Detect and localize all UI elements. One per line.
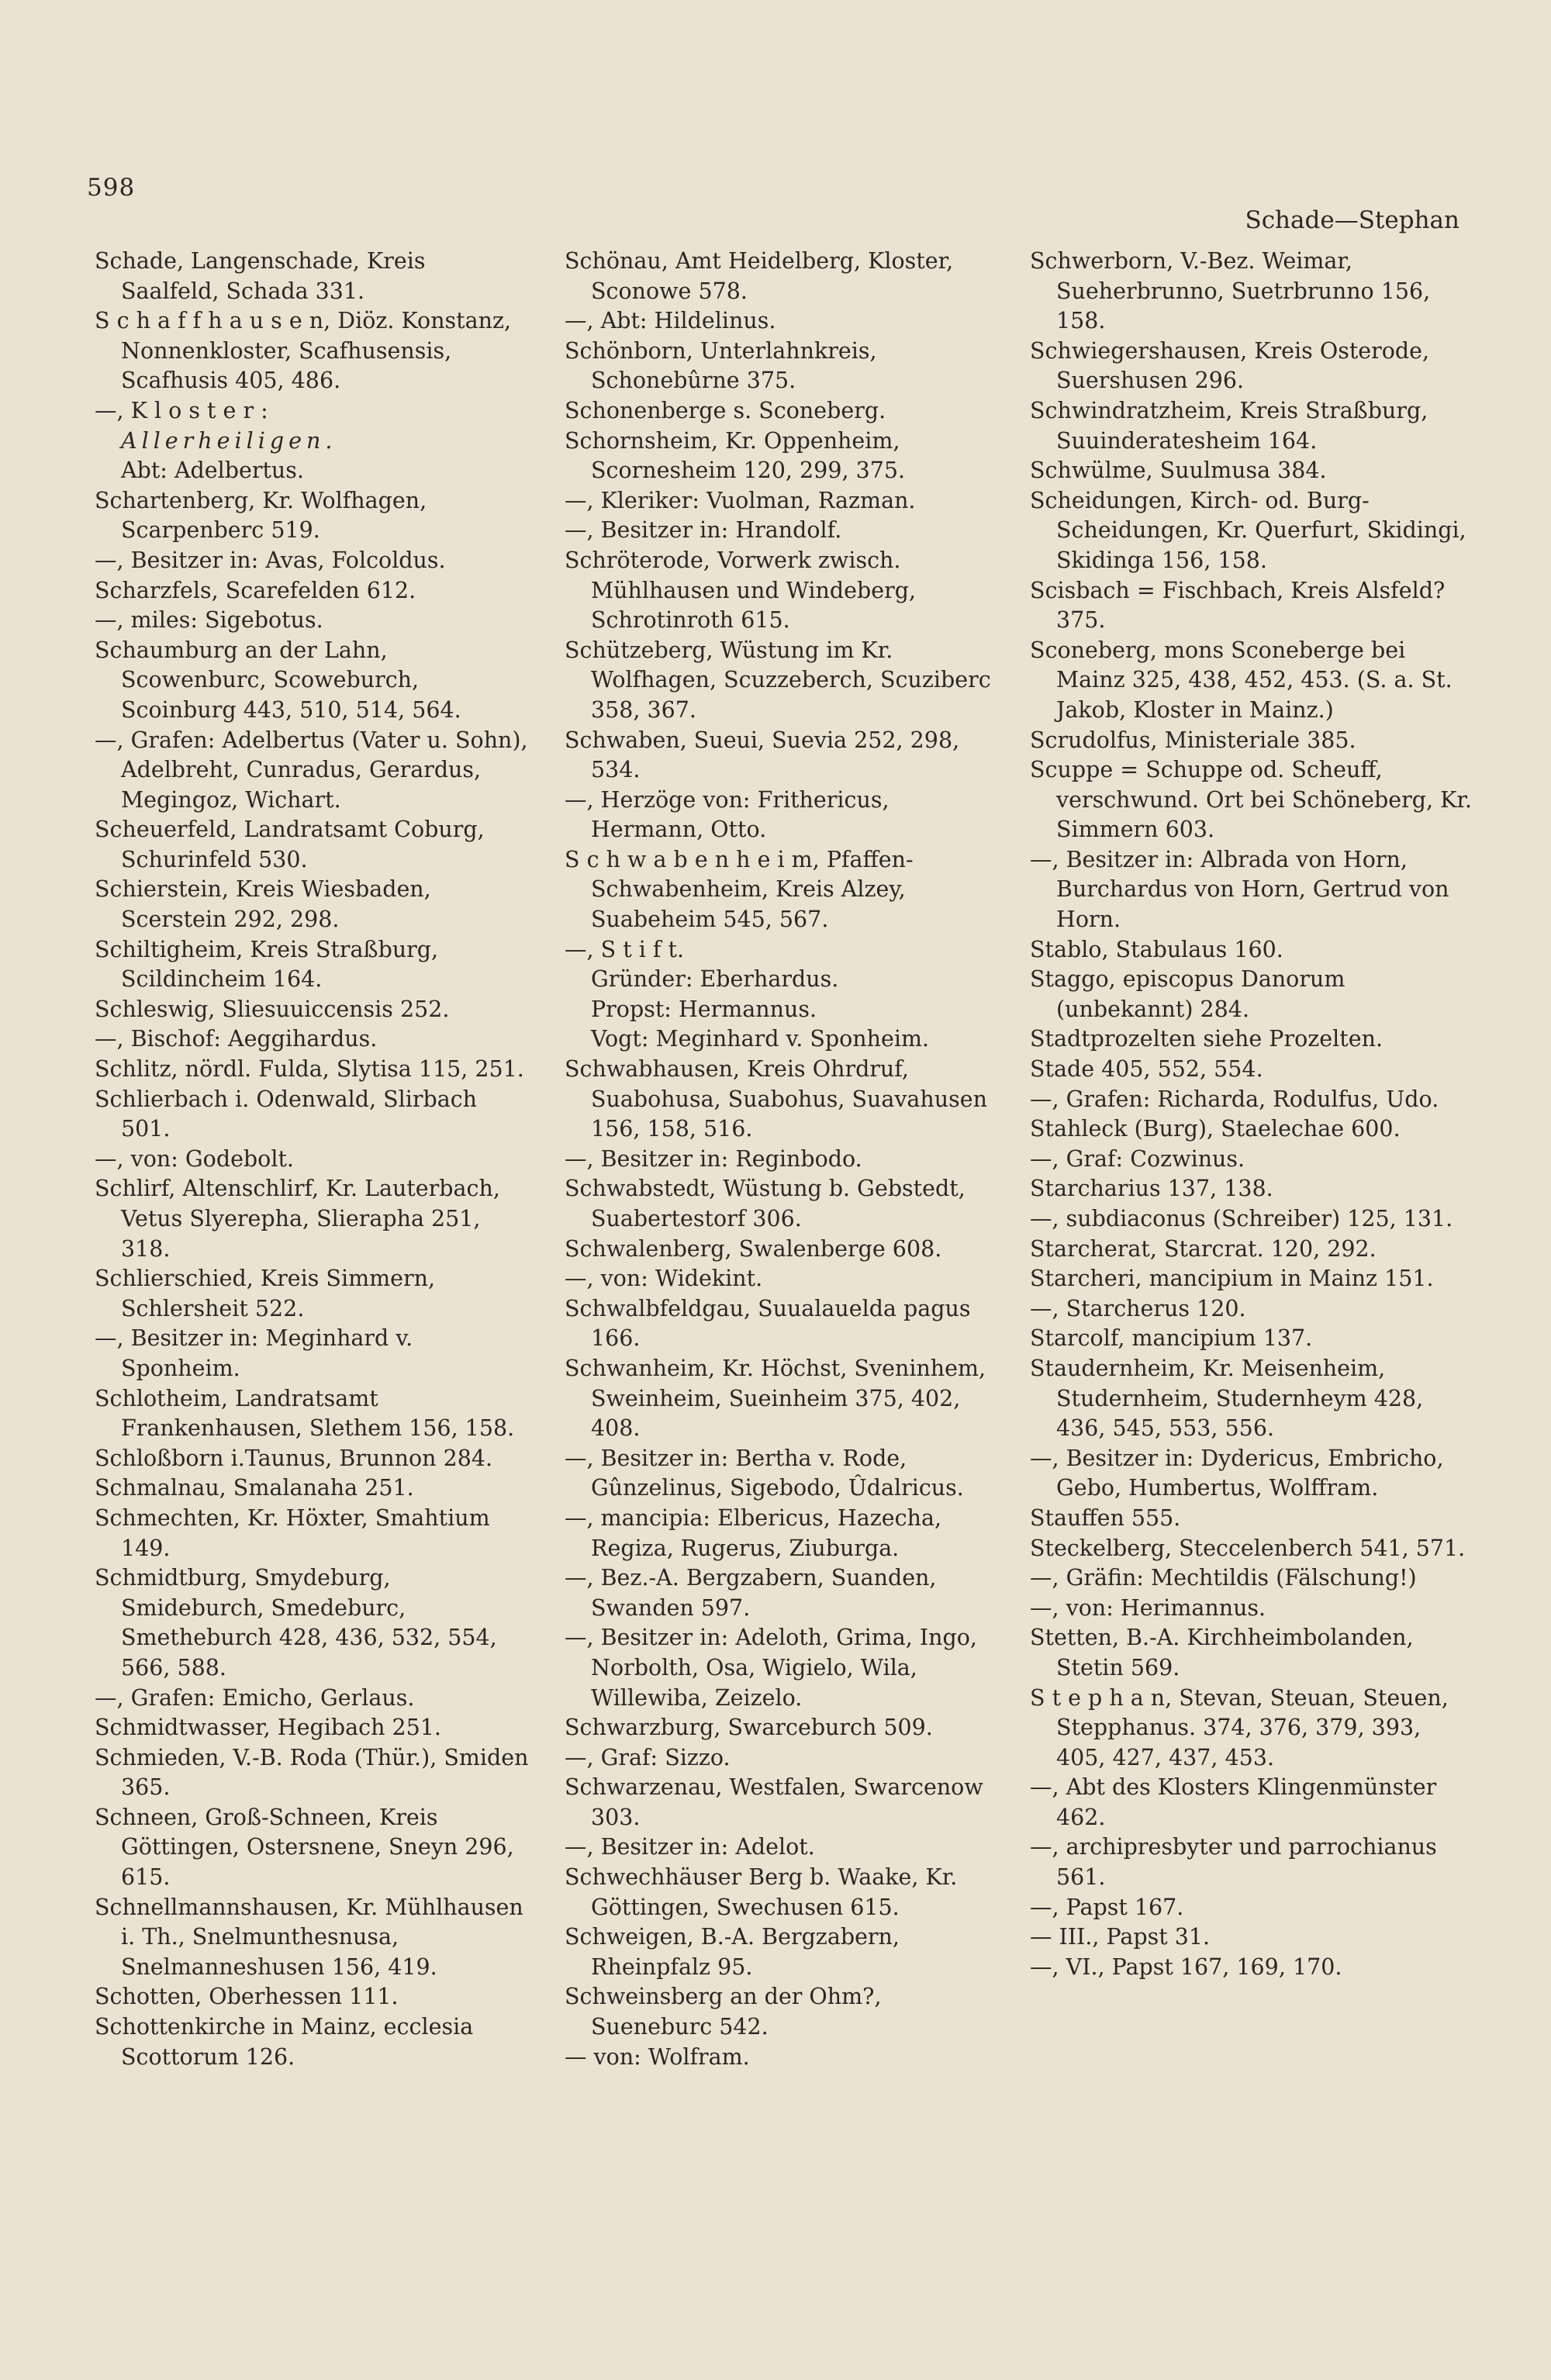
index-entry: Schwalenberg, Swalenberge 608. xyxy=(565,1235,942,1262)
index-entry: Staudernheim, Kr. Meisenheim, Studernheim, Studernheym 428, 436, 545, 553, 556. xyxy=(1030,1355,1424,1442)
index-entry: Starcharius 137, 138. xyxy=(1030,1176,1273,1202)
index-entry: Schlirf, Altenschlirf, Kr. Lauterbach, Vetus Slyerepha, Slierapha 251, 318. xyxy=(95,1176,500,1262)
index-entry: Abt: Adelbertus. xyxy=(121,458,304,484)
index-entry: Schwechhäuser Berg b. Waake, Kr. Göttingen, Swechusen 615. xyxy=(565,1864,958,1920)
index-entry: Sconeberg, mons Sconeberge bei Mainz 325, 438, 452, 453. (S. a. St. Jakob, Kloster in Mainz.) xyxy=(1030,637,1453,723)
index-entry: Schierstein, Kreis Wiesbaden, Scerstein 292, 298. xyxy=(95,876,431,933)
index-entry: —, Besitzer in: Hrandolf. xyxy=(565,517,842,544)
index-entry: —, von: Herimannus. xyxy=(1030,1594,1266,1621)
index-entry: Schonenberge s. Sconeberg. xyxy=(565,397,886,423)
index-entry: Stadtprozelten siehe Prozelten. xyxy=(1030,1026,1383,1052)
index-entry: Schlierbach i. Odenwald, Slirbach 501. xyxy=(95,1086,478,1142)
index-entry: —, Grafen: Richarda, Rodulfus, Udo. xyxy=(1030,1086,1439,1112)
index-entry: —, S t i f t. xyxy=(565,936,685,962)
index-entry: —, von: Godebolt. xyxy=(95,1145,294,1172)
index-entry: Schwarzburg, Swarceburch 509. xyxy=(565,1715,933,1741)
index-entry: —, Besitzer in: Bertha v. Rode, Gûnzelinus, Sigebodo, Ûdalricus. xyxy=(565,1445,964,1501)
index-entry: S t e p h a n, Stevan, Steuan, Steuen, Stepphanus. 374, 376, 379, 393, 405, 427, 437, 453. xyxy=(1030,1684,1449,1770)
index-entry: Schwaben, Sueui, Suevia 252, 298, 534. xyxy=(565,727,960,783)
index-entry: Schwiegershausen, Kreis Osterode, Suershusen 296. xyxy=(1030,337,1430,394)
index-entry: —, Grafen: Adelbertus (Vater u. Sohn), Adelbreht, Cunradus, Gerardus, Megingoz, Wichart. xyxy=(95,727,528,813)
index-entry: Schlotheim, Landratsamt Frankenhausen, Slethem 156, 158. xyxy=(95,1385,515,1442)
index-entry: Schmidtwasser, Hegibach 251. xyxy=(95,1715,441,1741)
index-entry: Schneen, Groß-Schneen, Kreis Göttingen, Ostersnene, Sneyn 296, 615. xyxy=(95,1804,514,1891)
index-entry: Schwanheim, Kr. Höchst, Sveninhem, Sweinheim, Sueinheim 375, 402, 408. xyxy=(565,1355,986,1442)
index-entry: —, Graf: Sizzo. xyxy=(565,1744,731,1770)
index-column-1 xyxy=(95,247,529,2072)
index-entry: —, Besitzer in: Adeloth, Grima, Ingo, Norbolth, Osa, Wigielo, Wila, Willewiba, Zeizelo. xyxy=(565,1625,977,1711)
index-entry: S c h w a b e n h e i m, Pfaffen-Schwabenheim, Kreis Alzey, Suabeheim 545, 567. xyxy=(565,846,914,933)
index-entry: Schwindratzheim, Kreis Straßburg, Suuinderatesheim 164. xyxy=(1030,397,1428,454)
index-entry: —, Besitzer in: Meginhard v. Sponheim. xyxy=(95,1325,413,1381)
index-entry: Allerheiligen. xyxy=(121,427,337,454)
index-entry: —, Starcherus 120. xyxy=(1030,1295,1246,1321)
index-entry: —, Gräfin: Mechtildis (Fälschung!) xyxy=(1030,1565,1417,1591)
index-entry: Scisbach = Fischbach, Kreis Alsfeld? 375. xyxy=(1030,577,1446,634)
index-entry: — von: Wolfram. xyxy=(565,2043,750,2070)
index-entry: Schiltigheim, Kreis Straßburg, Scildincheim 164. xyxy=(95,936,439,993)
index-entry: Stauffen 555. xyxy=(1030,1504,1181,1531)
index-entry: Schottenkirche in Mainz, ecclesia Scottorum 126. xyxy=(95,2014,474,2070)
index-entry: —, Grafen: Emicho, Gerlaus. xyxy=(95,1684,415,1711)
index-entry: Propst: Hermannus. xyxy=(591,996,817,1022)
index-entry: Vogt: Meginhard v. Sponheim. xyxy=(591,1026,930,1052)
index-entry: Schlierschied, Kreis Simmern, Schlersheit 522. xyxy=(95,1266,436,1321)
index-entry: Starcherat, Starcrat. 120, 292. xyxy=(1030,1235,1377,1262)
index-entry: Schotten, Oberhessen 111. xyxy=(95,1984,399,2010)
index-entry: Schmalnau, Smalanaha 251. xyxy=(95,1475,414,1501)
index-entry: Starcolf, mancipium 137. xyxy=(1030,1325,1313,1352)
index-entry: Stade 405, 552, 554. xyxy=(1030,1056,1263,1083)
index-entry: Steckelberg, Steccelenberch 541, 571. xyxy=(1030,1535,1466,1561)
index-entry: Schmidtburg, Smydeburg, Smideburch, Smedeburc, Smetheburch 428, 436, 532, 554, 566, 588. xyxy=(95,1565,497,1681)
index-entry: —, von: Widekint. xyxy=(565,1266,763,1292)
index-entry: Schwalbfeldgau, Suualauelda pagus 166. xyxy=(565,1295,971,1352)
index-entry: Schwerborn, V.-Bez. Weimar, Sueherbrunno, Suetrbrunno 156, 158. xyxy=(1030,248,1431,334)
index-entry: —, Kleriker: Vuolman, Razman. xyxy=(565,487,916,513)
index-entry: —, K l o s t e r : xyxy=(95,397,268,423)
index-entry: —, mancipia: Elbericus, Hazecha, Regiza, Rugerus, Ziuburga. xyxy=(565,1504,942,1561)
index-entry: —, Besitzer in: Reginbodo. xyxy=(565,1145,862,1172)
index-entry: Schwarzenau, Westfalen, Swarcenow 303. xyxy=(565,1774,983,1830)
index-entry: —, Besitzer in: Adelot. xyxy=(565,1834,815,1860)
index-entry: Schweigen, B.-A. Bergzabern, Rheinpfalz 95. xyxy=(565,1924,900,1980)
index-entry: Staggo, episcopus Danorum (unbekannt) 284. xyxy=(1030,966,1345,1022)
index-entry: —, Herzöge von: Frithericus, Hermann, Otto. xyxy=(565,786,889,843)
index-entry: —, miles: Sigebotus. xyxy=(95,607,323,634)
index-entry: Schröterode, Vorwerk zwisch. Mühlhausen und Windeberg, Schrotinroth 615. xyxy=(565,547,917,634)
index-entry: Schwülme, Suulmusa 384. xyxy=(1030,458,1327,484)
index-entry: —, Besitzer in: Avas, Folcoldus. xyxy=(95,547,446,573)
index-entry: Starcheri, mancipium in Mainz 151. xyxy=(1030,1266,1434,1292)
index-column-2 xyxy=(565,247,999,2072)
index-entry: —, archipresbyter und parrochianus 561. xyxy=(1030,1834,1437,1891)
index-entry: Schmieden, V.-B. Roda (Thür.), Smiden 365. xyxy=(95,1744,529,1801)
index-entry: Schönborn, Unterlahnkreis, Schonebûrne 375. xyxy=(565,337,877,394)
index-entry: Scharzfels, Scarefelden 612. xyxy=(95,577,416,603)
index-entry: Schweinsberg an der Ohm?, Sueneburc 542. xyxy=(565,1984,882,2040)
index-entry: Stablo, Stabulaus 160. xyxy=(1030,936,1283,962)
index-entry: Schartenberg, Kr. Wolfhagen, Scarpenberc 519. xyxy=(95,487,427,544)
index-entry: —, subdiaconus (Schreiber) 125, 131. xyxy=(1030,1206,1453,1231)
index-entry: Scheidungen, Kirch- od. Burg-Scheidungen, Kr. Querfurt, Skidingi, Skidinga 156, 158. xyxy=(1030,487,1466,573)
index-entry: —, Graf: Cozwinus. xyxy=(1030,1145,1245,1172)
index-entry: Stetten, B.-A. Kirchheimbolanden, Stetin 569. xyxy=(1030,1625,1414,1681)
index-entry: Schnellmannshausen, Kr. Mühlhausen i. Th., Snelmunthesnusa, Snelmanneshusen 156, 419. xyxy=(95,1894,523,1980)
index-entry: Schützeberg, Wüstung im Kr. Wolfhagen, Scuzzeberch, Scuziberc 358, 367. xyxy=(565,637,991,723)
index-entry: S c h a f f h a u s e n, Diöz. Konstanz, Nonnenkloster, Scafhusensis, Scafhusis 405, 486. xyxy=(95,308,512,394)
index-entry: Schwabstedt, Wüstung b. Gebstedt, Suabertestorf 306. xyxy=(565,1176,965,1231)
index-entry: —, Abt: Hildelinus. xyxy=(565,308,776,334)
page-number: 598 xyxy=(87,174,136,202)
index-entry: Schleswig, Sliesuuiccensis 252. xyxy=(95,996,450,1022)
running-head: Schade—Stephan xyxy=(1245,206,1459,234)
index-entry: — III., Papst 31. xyxy=(1030,1924,1211,1950)
index-entry: Schloßborn i.Taunus, Brunnon 284. xyxy=(95,1445,493,1471)
index-entry: Stahleck (Burg), Staelechae 600. xyxy=(1030,1116,1401,1142)
index-entry: Schönau, Amt Heidelberg, Kloster, Sconowe 578. xyxy=(565,248,954,304)
index-entry: Schaumburg an der Lahn, Scowenburc, Scoweburch, Scoinburg 443, 510, 514, 564. xyxy=(95,637,461,723)
index-entry: Gründer: Eberhardus. xyxy=(591,966,839,993)
index-entry: —, Abt des Klosters Klingenmünster 462. xyxy=(1030,1774,1437,1830)
index-entry: —, Besitzer in: Albrada von Horn, Burchardus von Horn, Gertrud von Horn. xyxy=(1030,846,1449,933)
index-entry: Schmechten, Kr. Höxter, Smahtium 149. xyxy=(95,1504,490,1561)
index-entry: Schade, Langenschade, Kreis Saalfeld, Schada 331. xyxy=(95,248,426,304)
index-column-3 xyxy=(1030,247,1472,1982)
index-entry: Schwabhausen, Kreis Ohrdruf, Suabohusa, Suabohus, Suavahusen 156, 158, 516. xyxy=(565,1056,987,1142)
index-entry: Scheuerfeld, Landratsamt Coburg, Schurinfeld 530. xyxy=(95,817,485,872)
index-entry: Schornsheim, Kr. Oppenheim, Scornesheim 120, 299, 375. xyxy=(565,427,906,484)
index-entry: —, Bez.-A. Bergzabern, Suanden, Swanden 597. xyxy=(565,1565,937,1621)
index-entry: Scrudolfus, Ministeriale 385. xyxy=(1030,727,1356,753)
index-entry: —, Besitzer in: Dydericus, Embricho, Gebo, Humbertus, Wolffram. xyxy=(1030,1445,1444,1501)
index-entry: Scuppe = Schuppe od. Scheuff, verschwund. Ort bei Schöneberg, Kr. Simmern 603. xyxy=(1030,757,1472,843)
index-entry: —, Papst 167. xyxy=(1030,1894,1184,1920)
index-entry: Schlitz, nördl. Fulda, Slytisa 115, 251. xyxy=(95,1056,524,1083)
index-entry: —, VI., Papst 167, 169, 170. xyxy=(1030,1953,1342,1980)
index-entry: —, Bischof: Aeggihardus. xyxy=(95,1026,378,1052)
